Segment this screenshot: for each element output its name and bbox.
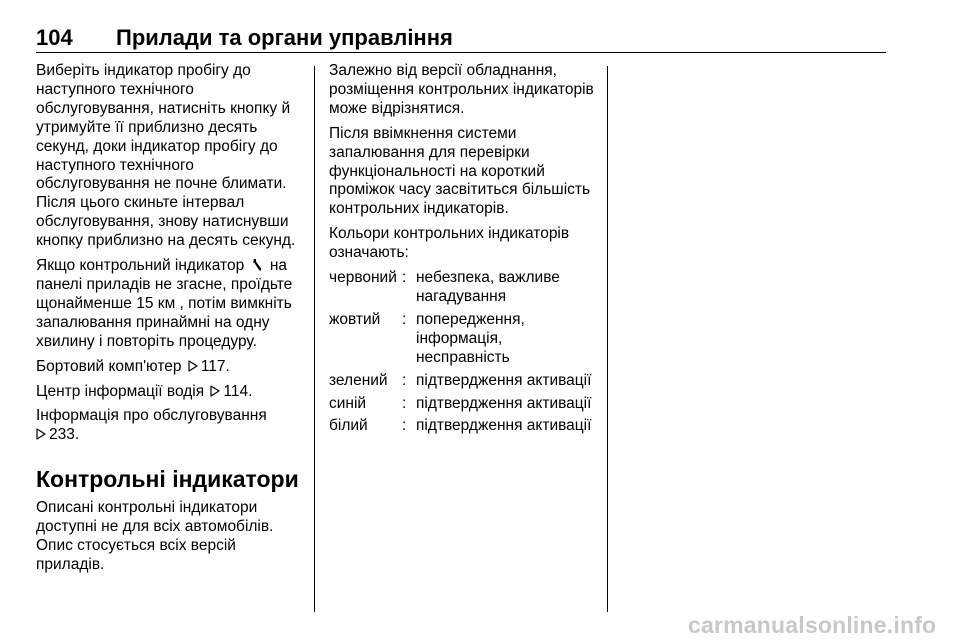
reference-arrow-icon (210, 385, 220, 397)
page-number: 104 (36, 25, 73, 50)
legend-color: білий (329, 417, 368, 435)
right-column (329, 62, 597, 440)
legend-color: жовтий (329, 310, 381, 328)
paragraph-reset-service: Виберіть індикатор пробігу до наступного технічного обслуговування, натисніть кнопку й утримуйте її приблизно десять секунд, доки індикатор пробігу до наступного технічного обслуговування не почне блимати. Після цього скиньте інтервал обслуговування, знову натиснувши кнопку приблизно на десять секунд. (36, 62, 296, 250)
legend-separator: : (402, 310, 407, 328)
paragraph-section-intro: Описані контрольні індикатори доступні не для всіх автомобілів. Опис стосується всіх версій приладів. (36, 499, 274, 573)
legend-meaning: підтвердження активації (416, 371, 592, 389)
legend-meaning: підтвердження активації (416, 417, 592, 435)
legend-row (329, 311, 597, 368)
reference-arrow-icon (36, 428, 46, 440)
legend-row (329, 269, 597, 307)
page-title: Прилади та органи управління (116, 25, 453, 50)
legend-row (329, 372, 597, 391)
legend-meaning: попередження, інформація, несправність (416, 310, 525, 366)
legend-meaning: небезпека, важливе нагадування (416, 269, 560, 305)
paragraph-ignition-check: Після ввімкнення системи запалювання для перевірки функціональності на короткий проміжок часу засвітиться більшість контрольних індикаторів. (329, 124, 591, 218)
left-column (36, 62, 304, 581)
service-wrench-icon (252, 258, 263, 271)
legend-separator: : (402, 417, 407, 435)
legend-separator: : (402, 394, 407, 412)
column-divider (607, 66, 608, 612)
legend-color: червоний (329, 269, 397, 287)
legend-separator: : (402, 269, 407, 287)
legend-separator: : (402, 371, 407, 389)
reference-driver-info-centre[interactable]: Центр інформації водія 114. (36, 382, 253, 400)
reference-service-info[interactable]: Інформація про обслуговування 233. (36, 407, 267, 444)
site-watermark: carmanualsonline.info (688, 612, 937, 638)
reference-onboard-computer[interactable]: Бортовий комп'ютер 117. (36, 357, 230, 375)
reference-arrow-icon (188, 360, 198, 372)
legend-meaning: підтвердження активації (416, 394, 592, 412)
section-heading: Контрольні індикатори (36, 466, 299, 493)
color-legend (329, 269, 597, 436)
paragraph-indicator-warning: Якщо контрольний індикатор на панелі приладів не згасне, проїдьте щонайменше 15 км , потім вимкніть запалювання принаймні на одну хвилину і повторіть процедуру. (36, 257, 293, 350)
paragraph-layout-variation: Залежно від версії обладнання, розміщення контрольних індикаторів може відрізнятися. (329, 62, 594, 117)
legend-color: зелений (329, 371, 388, 389)
column-divider (314, 66, 315, 612)
page-header (36, 16, 886, 53)
paragraph-colors-intro: Кольори контрольних індикаторів означають: (329, 225, 570, 262)
legend-row (329, 395, 597, 414)
legend-color: синій (329, 394, 367, 412)
legend-row (329, 417, 597, 436)
